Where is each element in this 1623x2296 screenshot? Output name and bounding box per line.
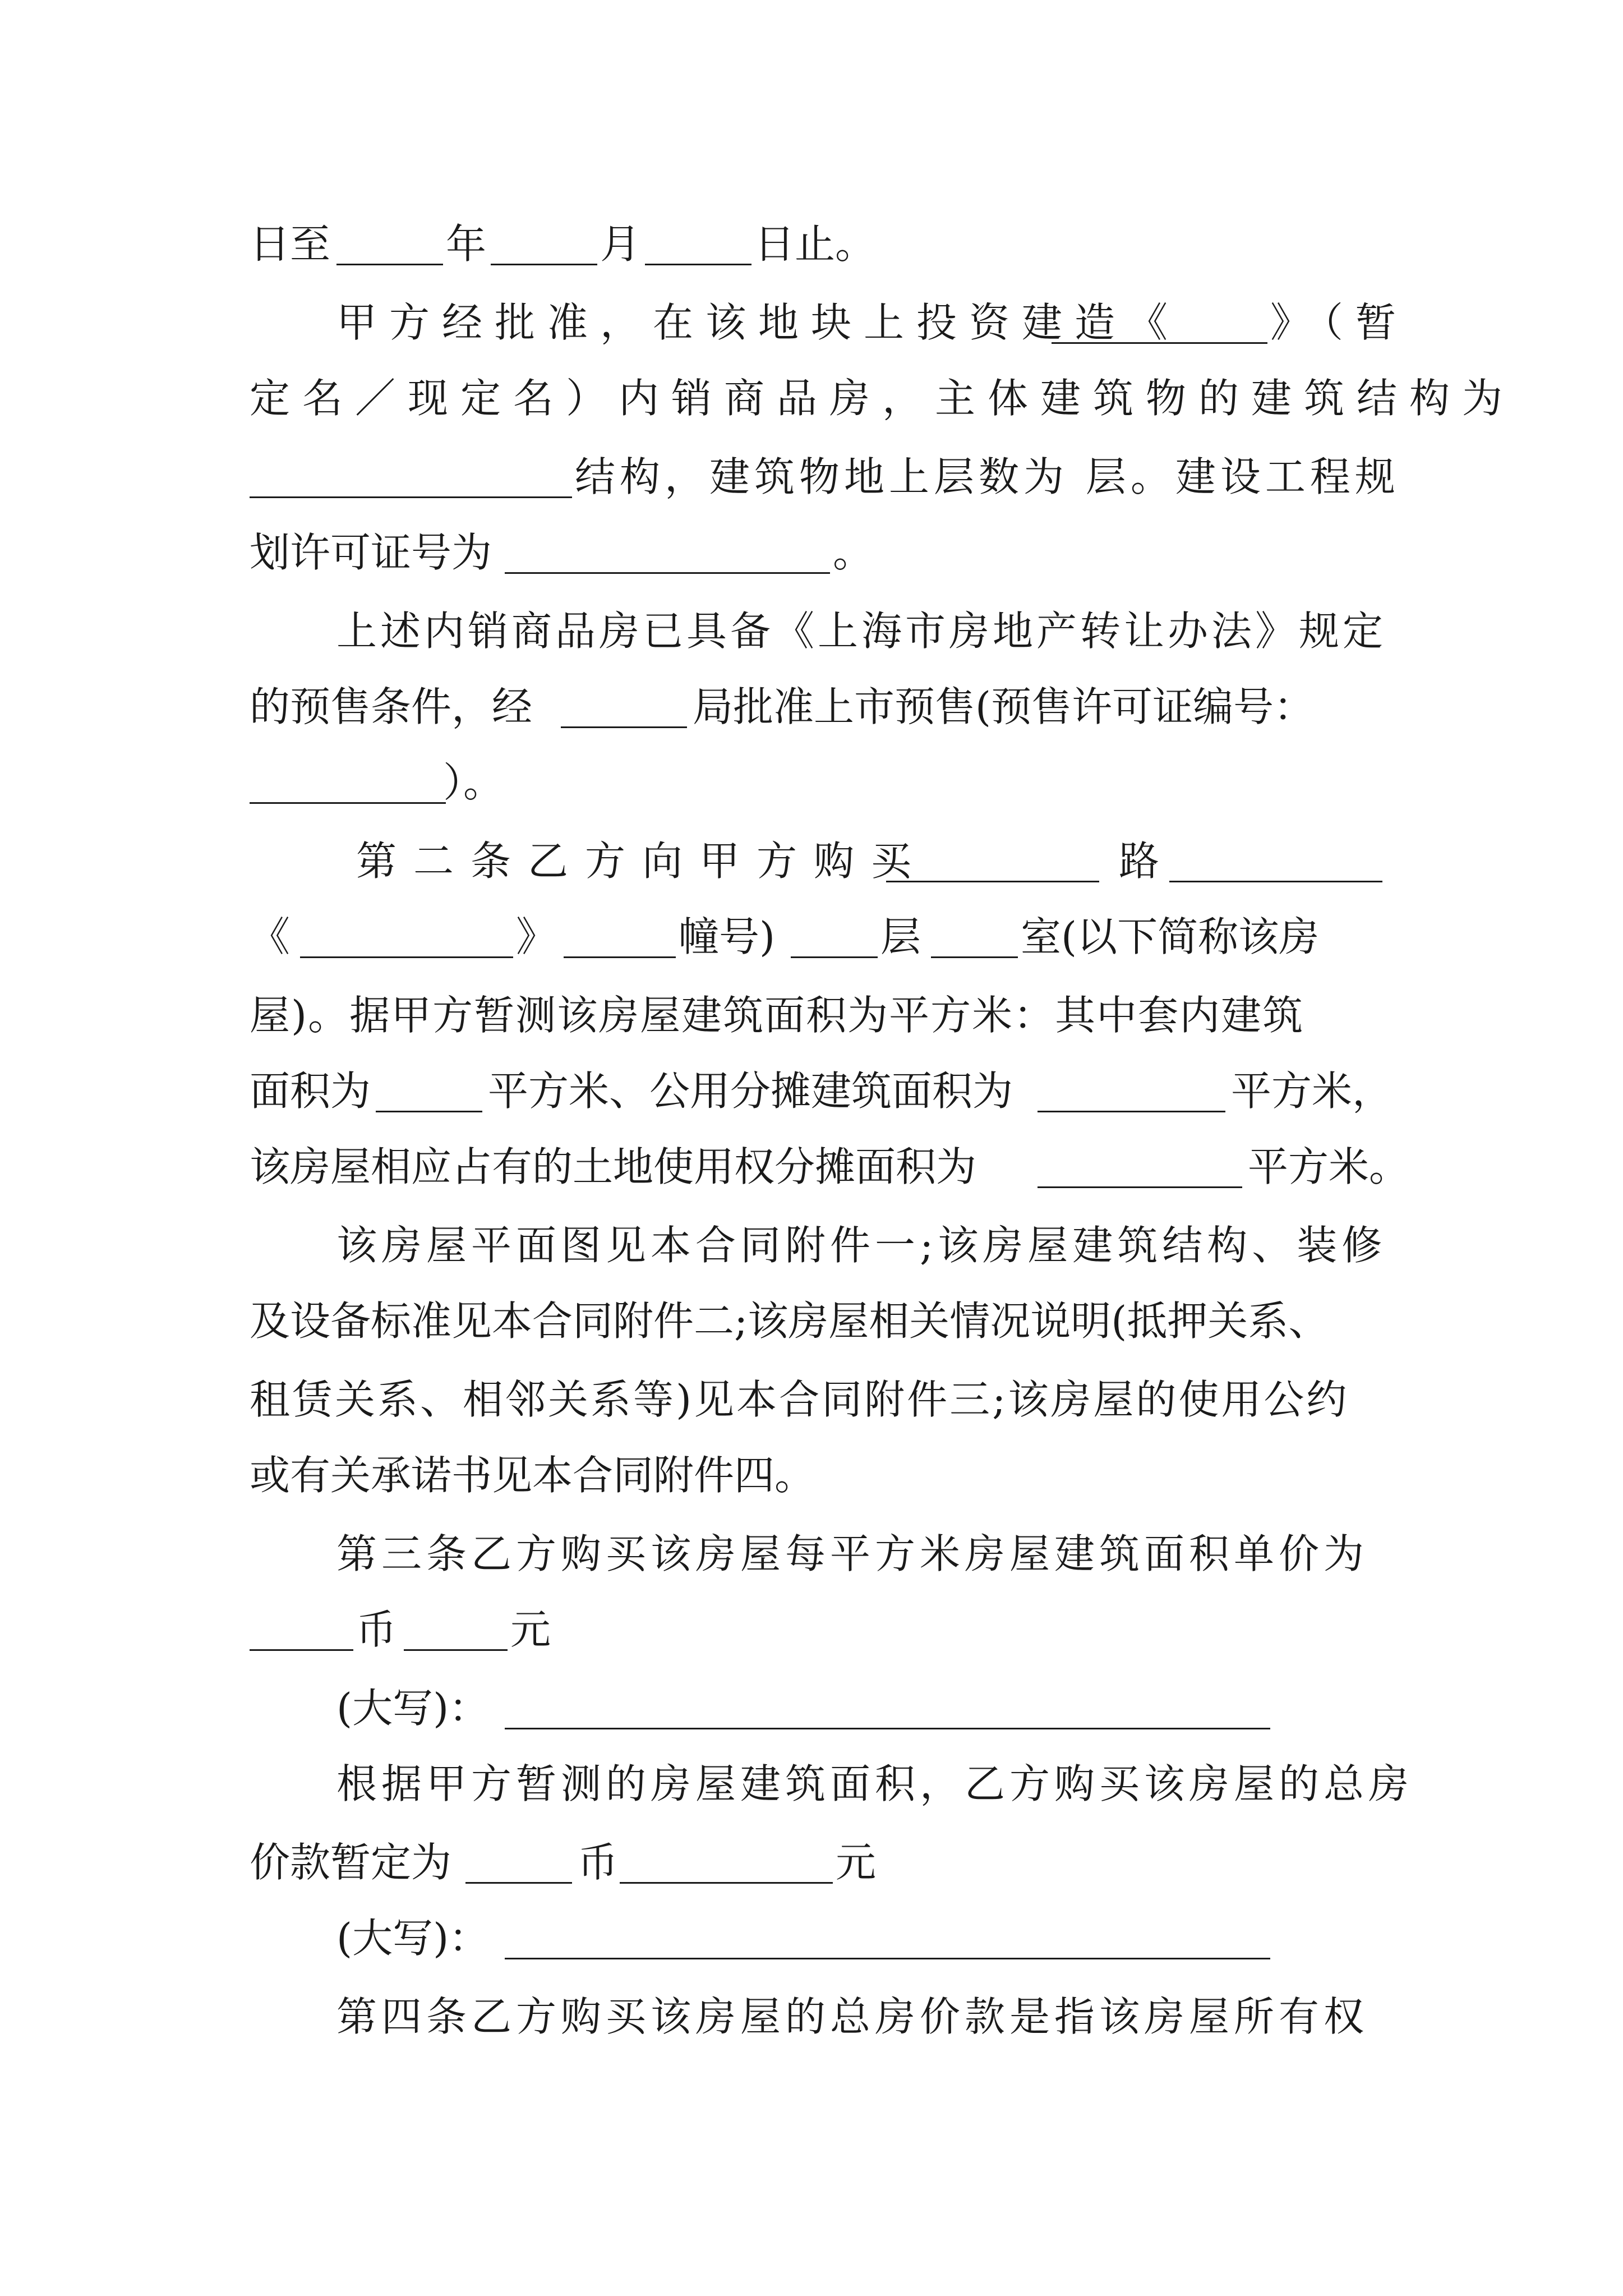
blank-field-project-name[interactable] [1052, 342, 1267, 344]
blank-field-day[interactable] [645, 264, 751, 265]
text-segment: 第二条乙方向甲方购买 [356, 838, 929, 885]
text-line-4 [0, 438, 1623, 516]
text-segment: 币 [356, 1606, 397, 1653]
text-segment: 路 [1119, 838, 1177, 885]
text-segment: 币 [578, 1839, 619, 1886]
text-segment: 屋)。据甲方暂测该房屋建筑面积为平方米：其中套内建筑 [250, 992, 1304, 1039]
blank-field-total-currency[interactable] [465, 1882, 572, 1884]
blank-field-bureau[interactable] [561, 726, 687, 728]
text-segment: 第四条乙方购买该房屋的总房价款是指该房屋所有权 [336, 1993, 1369, 2040]
text-segment: 元 [836, 1839, 877, 1886]
blank-field-total-price[interactable] [620, 1882, 833, 1884]
text-segment: 划许可证号为 [250, 529, 492, 576]
text-line-15 [0, 1282, 1623, 1360]
blank-field-unit-price-words[interactable] [505, 1728, 1270, 1729]
text-segment: 结构，建筑物地上层数为 层。建设工程规 [575, 453, 1400, 500]
text-segment: (大写)： [336, 1915, 490, 1962]
text-segment: 局批准上市预售(预售许可证编号： [693, 683, 1315, 730]
text-line-2 [0, 283, 1623, 362]
text-segment: 或有关承诺书见本合同附件四。 [250, 1452, 815, 1499]
blank-field-room[interactable] [931, 956, 1018, 958]
blank-field-structure[interactable] [250, 496, 572, 498]
text-line-9 [0, 822, 1623, 900]
blank-field-total-price-words[interactable] [505, 1958, 1270, 1959]
blank-field-unit-price[interactable] [404, 1649, 508, 1651]
text-segment: 月 [600, 220, 641, 268]
text-line-12 [0, 1052, 1623, 1130]
text-segment: 日止。 [754, 220, 876, 268]
text-segment: 及设备标准见本合同附件二;该房屋相关情况说明(抵押关系、 [250, 1297, 1329, 1345]
text-segment: 第三条乙方购买该房屋每平方米房屋建筑面积单价为 [336, 1530, 1369, 1577]
text-segment: 价款暂定为 [250, 1839, 452, 1886]
text-segment: 平方米、公用分摊建筑面积为 [488, 1068, 1013, 1115]
text-segment: 租赁关系、相邻关系等)见本合同附件三;该房屋的使用公约 [250, 1376, 1349, 1423]
text-segment: 《 [250, 913, 291, 960]
text-line-21 [0, 1745, 1623, 1823]
text-segment: 年 [446, 220, 487, 268]
text-segment: 。 [833, 529, 874, 576]
text-line-20 [0, 1669, 1623, 1747]
text-line-16 [0, 1360, 1623, 1439]
text-line-23 [0, 1899, 1623, 1977]
text-segment: 日至 [250, 220, 331, 268]
blank-field-presale-license[interactable] [250, 802, 446, 804]
text-line-1 [0, 205, 1623, 283]
text-line-18 [0, 1515, 1623, 1593]
text-line-6 [0, 592, 1623, 670]
text-segment: 层 [880, 913, 921, 960]
blank-field-building[interactable] [564, 956, 676, 958]
blank-field-estate-name[interactable] [300, 956, 513, 958]
blank-field-currency[interactable] [250, 1649, 353, 1651]
text-line-17 [0, 1436, 1623, 1515]
blank-field-permit-number[interactable] [505, 572, 830, 574]
text-segment: 根据甲方暂测的房屋建筑面积，乙方购买该房屋的总房 [336, 1760, 1414, 1807]
text-segment: 该房屋相应占有的土地使用权分摊面积为 [250, 1143, 977, 1190]
text-segment: 平方米， [1231, 1068, 1393, 1115]
text-segment: 平方米。 [1248, 1143, 1410, 1190]
text-segment: 定名／现定名）内销商品房，主体建筑物的建筑结构为 [250, 375, 1515, 422]
text-segment: 的预售条件，经 [250, 683, 533, 730]
text-line-14 [0, 1206, 1623, 1285]
text-segment: 室(以下简称该房 [1021, 913, 1320, 960]
text-line-19 [0, 1590, 1623, 1669]
text-line-10 [0, 898, 1623, 976]
text-line-3 [0, 359, 1623, 438]
blank-field-month[interactable] [491, 264, 597, 265]
text-segment: (大写)： [336, 1685, 490, 1732]
text-line-13 [0, 1128, 1623, 1206]
text-segment: 》 [516, 913, 557, 960]
text-line-8 [0, 743, 1623, 822]
blank-field-shared-area[interactable] [1038, 1111, 1225, 1112]
text-segment: 幢号) [679, 913, 776, 960]
text-line-5 [0, 513, 1623, 592]
text-segment: 》（暂 [1270, 299, 1409, 346]
blank-field-land-area[interactable] [1038, 1186, 1242, 1188]
text-segment: 该房屋平面图见本合同附件一;该房屋建筑结构、装修 [336, 1222, 1387, 1269]
text-segment: ）。 [443, 759, 504, 806]
text-line-7 [0, 668, 1623, 746]
blank-field-year[interactable] [336, 264, 443, 265]
blank-field-district[interactable] [886, 881, 1099, 882]
blank-field-road[interactable] [1169, 881, 1382, 882]
text-line-22 [0, 1823, 1623, 1902]
text-segment: 甲方经批准，在该地块上投资建造《 [336, 299, 1181, 346]
text-segment: 面积为 [250, 1068, 371, 1115]
text-segment: 上述内销商品房已具备《上海市房地产转让办法》规定 [336, 608, 1387, 655]
blank-field-inner-area[interactable] [376, 1111, 482, 1112]
blank-field-floor[interactable] [791, 956, 878, 958]
text-line-11 [0, 976, 1623, 1055]
text-line-24 [0, 1977, 1623, 2056]
text-segment: 元 [510, 1606, 551, 1653]
